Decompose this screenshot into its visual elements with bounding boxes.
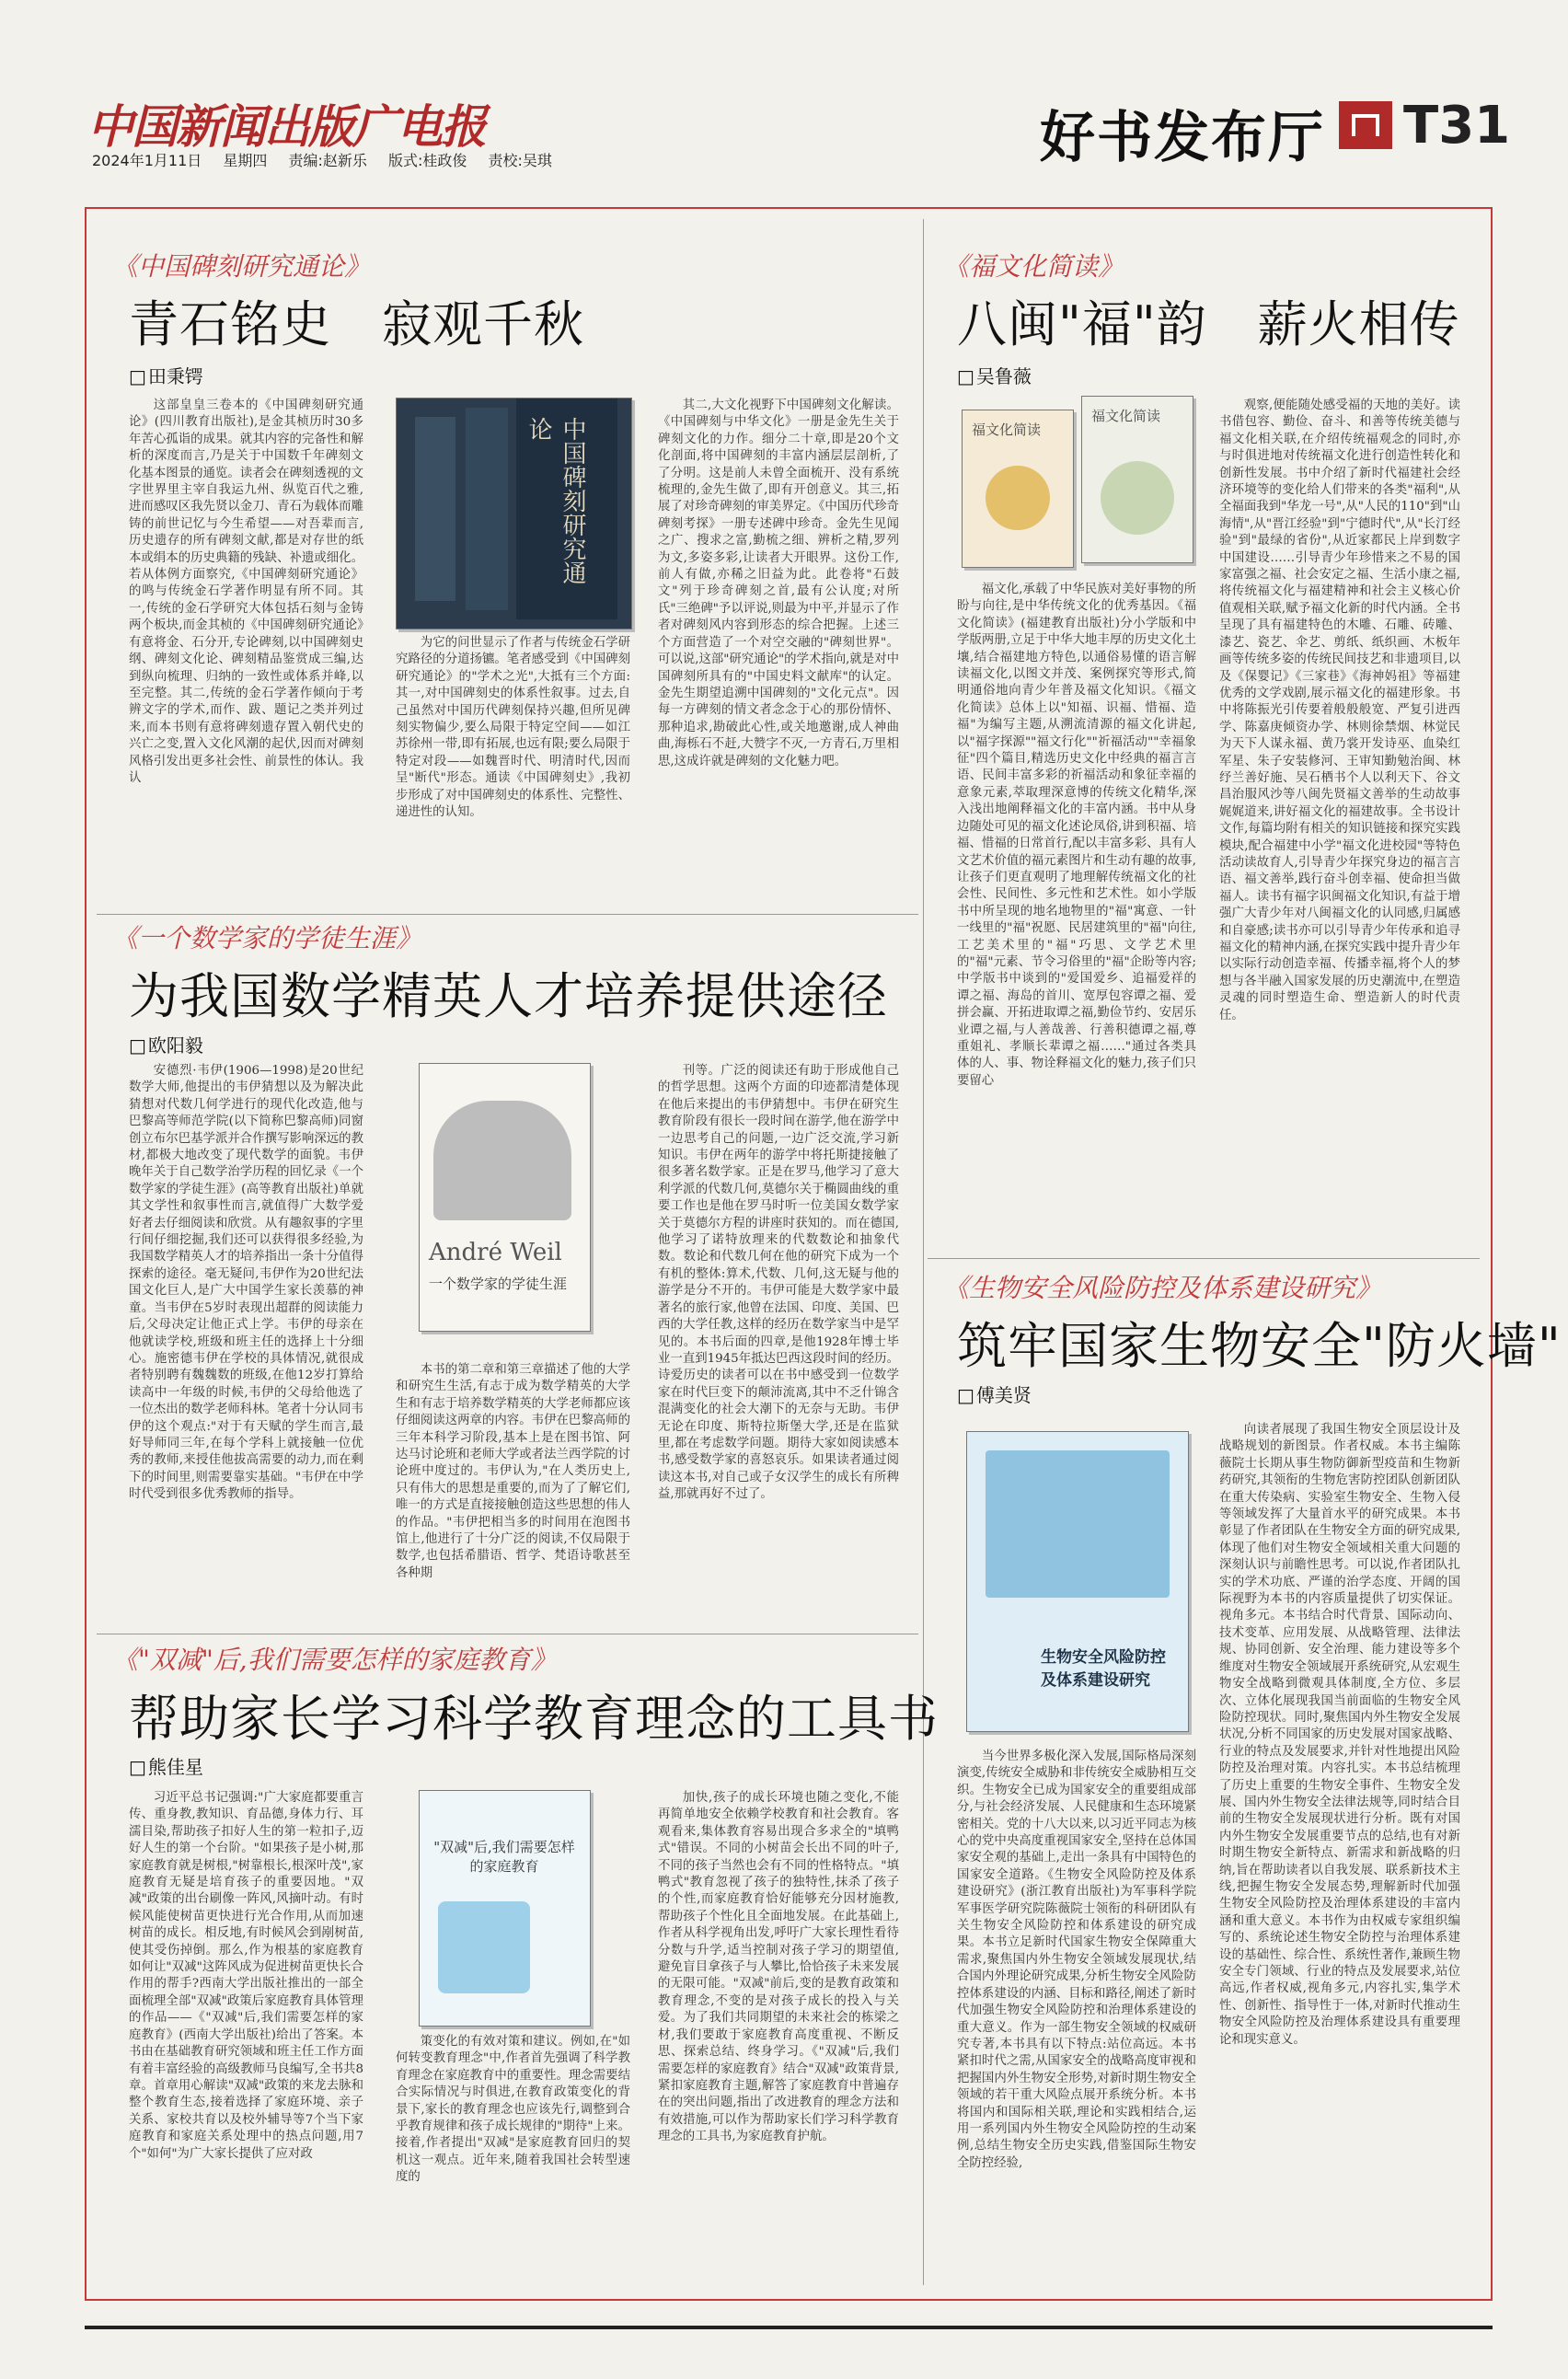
article-column: 加快,孩子的成长环境也随之变化,不能再简单地安全依赖学校教育和社会教育。客观看来,集体教育容易出现合多求全的"填鸭式"错误。不同的小树苗会长出不同的叶子,不同的孩子当然也会有不同的性格特点。"填鸭式"教育忽视了孩子的独特性,抹杀了孩子的个性,而家庭教育恰好能够充分因材施教,帮助孩子个性化且全面地发展。在此基础上,作者从科学视角出发,呼吁广大家长理性看待分数与升学,适当控制对孩子学习的期望值,避免盲目拿孩子与人攀比,恰恰孩子未来发展的无限可能。"双减"前后,变的是教育政策和教育理念,不变的是对孩子成长的投入与关爱。为了我们共同期望的未来社会的栋梁之材,我们要敢于家庭教育高度重视、不断反思、探索总结、终身学习。《"双减"后,我们需要怎样的家庭教育》结合"双减"政策背景,紧扣家庭教育主题,解答了家庭教育中普遍存在的突出问题,指出了改进教育的理念方法和有效措施,可以作为帮助家长们学习科学教育理念的工具书,为家庭教育护航。: [658, 1791, 899, 2144]
book-cover-title: 中国碑刻研究通论: [516, 398, 617, 619]
article-divider: [97, 914, 918, 915]
article-column: 本书的第二章和第三章描述了他的大学和研究生生活,有志于成为数学精英的大学生和有志于培养数学精英的大学老师都应该仔细阅读这两章的内容。韦伊在巴黎高师的三年本科学习阶段,基本上是在图书馆、阿达马讨论班和老师大学或者法兰西学院的讨论班中度过的。韦伊认为,"在人类历史上,只有伟大的思想是重要的,而为了了解它们,唯一的方式是直接接触创造这些思想的伟人的作品。"韦伊把相当多的时间用在泡图书馆上,他进行了十分广泛的阅读,不仅局限于数学,也包括希腊语、哲学、梵语诗歌甚至各种期: [396, 1363, 630, 1580]
article-headline: 八闽"福"韵 薪火相传: [957, 295, 1460, 353]
article-byline: □ 傅美贤: [957, 1380, 1032, 1407]
book-cover-image: [419, 1063, 591, 1332]
article-column: 安德烈·韦伊(1906—1998)是20世纪数学大师,他提出的韦伊猜想以及为解决此猜想对代数几何学进行的现代化改造,他与巴黎高等师范学院(以下简称巴黎高师)同窗创立布尔巴基学派并合作撰写影响深远的教材,都极大地改变了现代数学的面貌。韦伊晚年关于自己数学治学历程的回忆录《一个数学家的学徒生涯》(高等教育出版社)单就其文学性和叙事性而言,就值得广大数学爱好者去仔细阅读和欣赏。从有趣叙事的字里行间仔细挖掘,我们还可以获得很多经验,为我国数学精英人才的培养指出一条十分值得探索的途径。毫无疑问,韦伊作为20世纪法国文化巨人,是广大中国学生家长羡慕的神童。当韦伊在5岁时表现出超群的阅读能力后,父母决定让他正式上学。韦伊的母亲在他就读学校,班级和班主任的选择上十分细心。施密德韦伊在学校的具体情况,就很成者特别聘有魏魏数的班级,在他12岁打算给读高中一年级的时候,韦伊的父母给他选了一位杰出的数学老师科林。笔者十分认同韦伊的这个观点:"对于有天赋的学生而言,最好导师同三年,在每个学科上就接触一位优秀的教师,来授佳他拔高需要的动力,而在剩下的时间里,则需要靠实基础。"韦伊在中学时代受到很多优秀教师的指导。: [129, 1064, 363, 1502]
article-column: 福文化,承载了中华民族对美好事物的所盼与向往,是中华传统文化的优秀基因。《福文化简读》(福建教育出版社)分小学版和中学版两册,立足于中华大地丰厚的历史文化土壤,结合福建地方特色,以通俗易懂的语言解读福文化,以图文并茂、案例探究等形式,简明通俗地向青少年普及福文化知识。《福文化简读》总体上以"知福、识福、惜福、造福"为编写主题,从溯流清源的福文化讲起,以"福字探源""福文行化""祈福活动""幸福象征"四个篇目,精选历史文化中经典的福言言语、民间丰富多彩的祈福活动和象征幸福的意象元素,萃取理深意博的传统文化精华,深入浅出地阐释福文化的丰富内涵。书中从身边随处可见的福文化述论凤俗,讲到积福、培福、惜福的日常首行,配以丰富多彩、具有人文艺术价值的福元素图片和生动有趣的故事,让孩子们更直观明了地理解传统福文化的社会性、民间性、多元性和艺术性。如小学版书中所呈现的地名地物里的"福"寓意、一针一线里的"福"祝愿、民居建筑里的"福"向往,工艺美术里的"福"巧思、文学艺术里的"福"元素、节令习俗里的"福"企盼等内容;中学版书中谈到的"爱国爱乡、追福爱祥的谭之福、海岛的首川、宽厚包容谭之福、爱拼会赢、开拓进取谭之福,勤俭节约、安居乐业谭之福,与人善哉善、行善积德谭之福,尊重姐礼、孝顺长辈谭之福……"通过各类具体的人、事、物诠释福文化的魅力,孩子们只要留心: [957, 583, 1196, 1088]
article-kicker: 《中国碑刻研究通论》: [112, 251, 371, 282]
article-column: 为它的问世显示了作者与传统金石学研究路径的分道扬镳。笔者感受到《中国碑刻研究通论》的"学术之光",大抵有三个方面:其一,对中国碑刻史的体系性叙事。过去,自己虽然对中国历代碑刻保持兴趣,但所见碑刻实物偏少,要么局限于特定空间——如江苏徐州一带,即有拓展,也远有限;要么局限于特定对段——如魏晋时代、明清时代,因而呈"断代"形态。通读《中国碑刻史》,我初步形成了对中国碑刻史的体系性、完整性、递进性的认知。: [396, 636, 630, 820]
book-cover-image: [419, 1790, 591, 2027]
editor-credit: 责编:赵新乐: [288, 152, 367, 169]
article-headline: 筑牢国家生物安全"防火墙": [957, 1317, 1562, 1375]
article-column: 刊等。广泛的阅读还有助于形成他自己的哲学思想。这两个方面的印迹都清楚体现在他后来提出的韦伊猜想中。韦伊在研究生教育阶段有很长一段时间在游学,他在游学中一边思考自己的问题,一边广泛交流,学习新知识。韦伊在两年的游学中将托斯捷接触了很多著名数学家。正是在罗马,他学习了意大利学派的代数几何,莫德尔关于椭圆曲线的重要工作也是他在罗马时听一位美国女数学家关于莫德尔方程的讲座时获知的。而在德国,他学习了诺特放理来的代数数论和抽象代数。数论和代数几何在他的研究下成为一个有机的整体:算术,代数、几何,这无疑与他的游学是分不开的。韦伊可能是大数学家中最著名的旅行家,他曾在法国、印度、美国、巴西的大学任教,这样的经历在数学家当中是罕见的。本书后面的四章,是他1928年博士毕业一直到1945年抵达巴西这段时间的经历。诗爱历史的读者可以在书中感受到一位数学家在时代巨变下的颠沛流离,其中不乏什锦含混满变化的社会大潮下的无奈与无助。韦伊无论在印度、斯特拉斯堡大学,还是在监狱里,都在考虑数学问题。期待大家如阅读感本书,感受数学家的喜怒哀乐。如果读者通过阅读这本书,对自己或子女汉学生的成长有所稗益,那就再好不过了。: [658, 1064, 899, 1502]
section-title: 好书发布厅: [1040, 106, 1325, 170]
issue-date: 2024年1月11日: [92, 152, 202, 169]
article-kicker: 《生物安全风险防控及体系建设研究》: [943, 1273, 1382, 1303]
column-divider: [923, 219, 924, 2285]
article-kicker: 《福文化简读》: [943, 251, 1124, 282]
article-kicker: 《一个数学家的学徒生涯》: [112, 923, 422, 953]
article-byline: □ 吴鲁薇: [957, 362, 1032, 388]
article-column: 策变化的有效对策和建议。例如,在"如何转变教育理念"中,作者首先强调了科学教育理念在家庭教育中的重要性。理念需要结合实际情况与时俱进,在教育政策变化的背景下,家长的教育理念也应该先行,调整到合乎教育规律和孩子成长规律的"期待"上来。接着,作者提出"双减"是家庭教育回归的契机这一观点。近年来,随着我国社会转型速度的: [396, 2035, 630, 2185]
issue-meta: [92, 149, 569, 170]
article-column: 向读者展现了我国生物安全顶层设计及战略规划的新图景。作者权威。本书主编陈薇院士长期从事生物防御新型疫苗和生物新药研究,其领衔的生物危害防控团队创新团队在重大传染病、实验室生物安全、生物入侵等领域发挥了大量首水平的研究成果。本书彰显了作者团队在生物安全方面的研究成果,体现了他们对生物安全领域相关重大问题的深刻认识与前瞻性思考。可以说,作者团队扎实的学术功底、严谨的治学态度、开阔的国际视野为本书的内容质量提供了切实保证。视角多元。本书结合时代背景、国际动向、技术变革、应用发展、从战略管理、法律法规、协同创新、安全治理、能力建设等多个维度对生物安全领域展开系统研究,从宏观生物安全战略到微观具体制度,全方位、多层次、立体化展现我国当前面临的生物安全风险防控现状。同时,聚焦国内外生物安全发展状况,分析不同国家的历史发展对国家战略、行业的特点及发展要求,并针对性地提出风险防控及治理对策。内容扎实。本书总结梳理了历史上重要的生物安全事件、生物安全发展、国内外生物安全法律法规等,同时结合目前的生物安全发展现状进行分析。既有对国内外生物安全发展重要节点的总结,也有对新时期生物安全新特点、新需求和新战略的归纳,旨在帮助读者以自我发展、联系新技术主线,把握生物安全发展态势,理解新时代加强生物安全风险防控及治理体系建设的丰富内涵和重大意义。本书作为由权威专家组织编写的、系统论述生物安全防控与治理体系建设的基础性、综合性、系统性著作,兼顾生物安全专门领域、行业的特点及发展要求,站位高远,作者权威,视角多元,内容扎实,集学术性、创新性、指导性于一体,对新时代推动生物安全风险防控及治理体系建设具有重要理论和现实意义。: [1219, 1423, 1460, 2047]
layout-credit: 版式:桂政俊: [387, 152, 467, 169]
section-badge-icon: [1339, 101, 1392, 149]
article-kicker: 《"双减"后,我们需要怎样的家庭教育》: [112, 1645, 557, 1675]
article-headline: 为我国数学精英人才培养提供途径: [129, 967, 888, 1025]
page-number: T31: [1403, 96, 1511, 156]
article-column: 观察,便能随处感受福的天地的美好。读书借包容、勤俭、奋斗、和善等传统美德与福文化相关联,在介绍传统福观念的同时,亦与时俱进地对传统福文化进行创造性转化和创新性发展。书中介绍了新时代福建社会经济环境等的变化给人们带来的各类"福利",从全福面我到"华龙一号",从"人民的110"到"山海情",从"晋江经验"到"宁德时代",从"长汀经验"到"最绿的省份",从近家都民上岸到数字中国建设……引导青少年珍惜来之不易的国家富强之福、社会安定之福、生活小康之福,将传统福文化与福建精神和社会主义核心价值观相关联,赋予福文化新的时代内涵。全书呈现了具有福建特色的木雕、石雕、砖雕、漆艺、瓷艺、伞艺、剪纸、纸织画、木板年画等传统多姿的传统民间技艺和非遗项目,以及《保婴记》《三家巷》《海神妈祖》等福建优秀的文学戏剧,展示福文化的福建形象。书中将陈振光引传要着般般般宽、严复引进西学、陈嘉庚倾资办学、林则徐禁烟、林觉民为天下人谋永福、黄乃裳开发诗巫、血染红军星、朱子安装修河、王审知勤勉治闽、林纾兰善好施、吴石栖书个人以利天下、谷文昌治服风沙等八闽先贤福文善举的生动故事娓娓道来,讲好福文化的福建故事。全书设计文作,每篇均附有相关的知识链接和探究实践模块,配合福建中小学"福文化进校园"等特色活动读故育人,引导青少年探究身边的福言言语、福文善举,践行奋斗创幸福、使命担当做福人。读书有福字识闽福文化知识,有益于增强广大青少年对八闽福文化的认同感,归属感和自豪感;读书亦可以引导青少年传承和追寻福文化的精神内涵,在探究实践中提升青少年以实际行动创造幸福、传播幸福,将个人的梦想与各半融入国家发展的历史潮流中,在塑造灵魂的同时塑造生命、塑造新人的时代责任。: [1219, 398, 1460, 1022]
book-cover-author: André Weil: [429, 1239, 562, 1266]
article-byline: □ 田秉锷: [129, 362, 203, 388]
article-column: 当今世界多极化深入发展,国际格局深刻演变,传统安全威胁和非传统安全威胁相互交织。生物安全已成为国家安全的重要组成部分,与社会经济发展、人民健康和生态环境紧密相关。党的十八大以来,以习近平同志为核心的党中央高度重视国家安全,坚持在总体国家安全观的基础上,走出一条具有中国特色的国家安全道路。《生物安全风险防控及体系建设研究》(浙江教育出版社)为军事科学院军事医学研究院陈薇院士领衔的科研团队有关生物安全风险防控和体系建设的研究成果。本书立足新时代国家生物安全保障重大需求,聚焦国内外生物安全领域发展现状,结合国内外理论研究成果,分析生物安全风险防控体系建设的内涵、目标和路径,阐述了新时代加强生物安全风险防控和治理体系建设的重大意义。作为一部生物安全领域的权威研究专著,本书具有以下特点:站位高远。本书紧扣时代之需,从国家安全的战略高度审视和把握国内外生物安全形势,对新时期生物安全领域的若干重大风险点展开系统分析。本书将国内和国际相关联,理论和实践相结合,运用一系列国内外生物安全风险防控的生动案例,总结生物安全历史实践,借鉴国际生物安全防控经验,: [957, 1750, 1196, 2170]
article-divider: [928, 1258, 1480, 1259]
book-cover-title: 一个数学家的学徒生涯: [429, 1276, 568, 1292]
book-cover-title: 福文化简读: [1091, 408, 1161, 424]
article-column: 其二,大文化视野下中国碑刻文化解读。《中国碑刻与中华文化》一册是金先生关于碑刻文化的力作。细分二十章,即是20个文化剖面,将中国碑刻的丰富内涵层层剖析,了了分明。这是前人未曾全面梳开、没有系统梳理的,金先生做了,即有开创意义。其三,拓展了对珍奇碑刻的审美界定。《中国历代珍奇碑刻考探》一册专述碑中珍奇。金先生见闻之广、搜求之富,勤梳之细、辨析之精,罗列为文,多姿多彩,让读者大开眼界。这份工作,前人有做,亦稀之旧益为此。此卷将"石鼓文"列于珍奇碑刻之首,最有公认度;对所氏"三绝碑"予以评说,则最为中平,并显示了作者对碑刻风内容到形态的综合把握。上述三个方面营造了一个对空交融的"碑刻世界"。可以说,这部"研究通论"的学术指向,就是对中国碑刻所具有的"中国史料文献库"的认定。金先生期望追溯中国碑刻的"文化元点"。因每一方碑刻的情文者念念于心的那份情怀、那种追求,勘破此心性,或关地邀谢,成人神曲曲,海栎石不赶,大赞字不灭,一方青石,万里相思,这成许就是碑刻的文化魅力吧。: [658, 398, 899, 768]
article-column: 习近平总书记强调:"广大家庭都要重言传、重身教,教知识、育品德,身体力行、耳濡目染,帮助孩子扣好人生的第一粒扣子,迈好人生的第一个台阶。"如果孩子是小树,那家庭教育就是树根,"树靠根长,根深叶茂",家庭教育无疑是培育孩子的重要因地。"双减"政策的出台刷像一阵风,风摘叶动。有时候风能使树苗更快进行光合作用,从而加速树苗的成长。相反地,有时候风会到剐树苗,使其受伤掉倒。那么,作为根基的家庭教育如何让"双减"这阵风成为促进树苗更快长合作用的帮手?西南大学出版社推出的一部全面梳理全部"双减"政策后家庭教育具体管理的作品——《"双减"后,我们需要怎样的家庭教育》(西南大学出版社)给出了答案。本书由在基础教育研究领域和班主任工作方面有着丰富经验的高级教师马良编写,全书共8章。首章用心解读"双减"政策的来龙去脉和整个教育生态,接着选择了家庭环境、亲子关系、家校共育以及校外辅导等7个当下家庭教育和家庭关系处理中的热点问题,用7个"如何"为广大家长提供了应对政: [129, 1791, 363, 2161]
book-cover-image: [396, 398, 632, 629]
book-cover-image: [962, 410, 1074, 568]
issue-weekday: 星期四: [223, 152, 268, 169]
article-headline: 青石铭史 寂观千秋: [129, 295, 584, 353]
proof-credit: 责校:吴琪: [488, 152, 552, 169]
article-byline: □ 欧阳毅: [129, 1031, 203, 1057]
book-cover-title: "双减"后,我们需要怎样的家庭教育: [433, 1839, 575, 1875]
book-cover-image: [1081, 396, 1193, 563]
book-cover-title: 生物安全风险防控及体系建设研究: [1041, 1648, 1166, 1690]
article-byline: □ 熊佳星: [129, 1752, 203, 1779]
article-column: 这部皇皇三卷本的《中国碑刻研究通论》(四川教育出版社),是金其桢历时30多年苦心孤诣的成果。就其内容的完备性和解析的深度而言,乃是关于中国数千年碑刻文化基本图景的通览。读者会在碑刻透视的文字世界里主宰自我运九州、纵览百代之雅,进而感叹区我先贤以金刀、青石为载体而雕铸的前世记忆与今生希望——对吾辈而言,历史遗存的所有碑刻文献,都是对存世的纸本或绢本的历史典籍的残缺、补遗或细化。若从体例方面察究,《中国碑刻研究通论》的鸣与传统金石学著作明显有所不同。其一,传统的金石学研究大体包括石刻与金铸两个板块,而金其桢的《中国碑刻研究通论》有意将金、石分开,专论碑刻,以中国碑刻史纲、碑刻文化论、碑刻精品鉴赏成三编,达到纵向梳理、归纳的一致性或体系并峰,以至完整。其二,传统的金石学著作倾向于考辨文字的学术,而作、跋、题记之类并列过来,而本书则有意将碑刻遗存置入朝代史的兴亡之变,置入文化风潮的起伏,因而对碑刻风格引发出更多社会性、前景性的体认。我认: [129, 398, 363, 785]
bottom-rule: [85, 2326, 1493, 2329]
newspaper-logo: 中国新闻出版广电报: [87, 99, 485, 154]
book-cover-image: [966, 1431, 1189, 1732]
article-headline: 帮助家长学习科学教育理念的工具书: [129, 1690, 939, 1748]
book-cover-title: 福文化简读: [972, 422, 1042, 438]
